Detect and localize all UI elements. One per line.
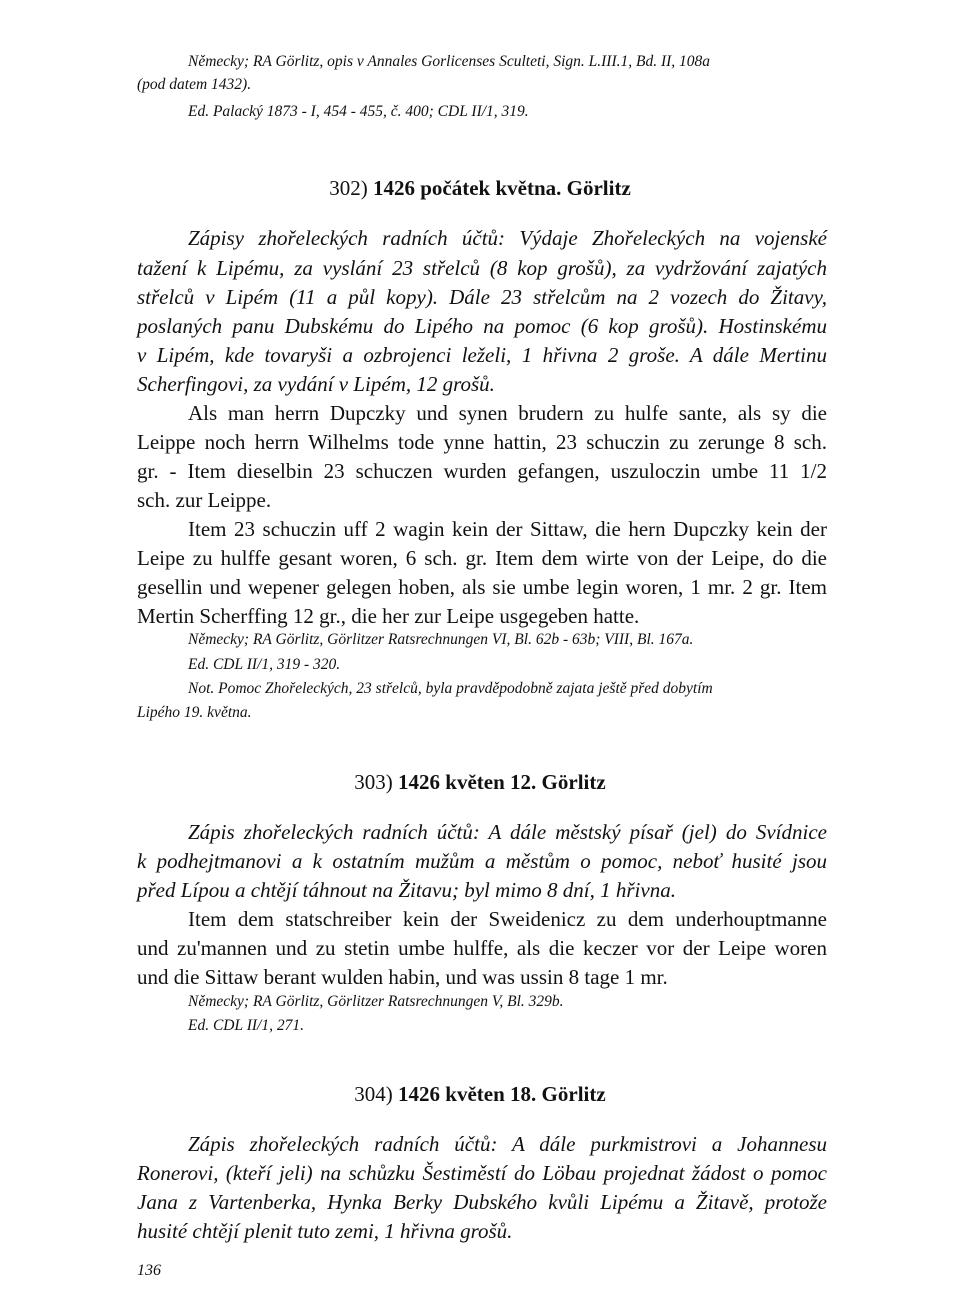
- german-text-line: Leipe zu hulffe gesant woren, 6 sch. gr. Item dem wirte von der Leipe, do die: [137, 546, 827, 570]
- source-note-line: Lipého 19. května.: [137, 704, 252, 721]
- german-text-line: gr. - Item dieselbin 23 schuczen wurden gefangen, uszuloczin umbe 11 1/2: [137, 459, 827, 483]
- entry-heading: [0, 768, 960, 796]
- entry-number: 303): [354, 770, 393, 794]
- german-text-line: Item dem statschreiber kein der Sweidenicz zu dem underhouptmanne: [188, 907, 827, 931]
- top-note-line: Ed. Palacký 1873 - I, 454 - 455, č. 400; CDL II/1, 319.: [188, 103, 529, 120]
- entry-number: 304): [354, 1082, 393, 1106]
- entry-date-place: 1426 květen 12. Görlitz: [398, 770, 606, 794]
- source-note-line: Ed. CDL II/1, 271.: [188, 1017, 304, 1034]
- czech-summary-line: v Lipém, kde tovaryši a ozbrojenci leželi, 1 hřivna 2 groše. A dále Mertinu: [137, 343, 827, 367]
- entry-heading: [0, 1080, 960, 1108]
- german-text-line: Als man herrn Dupczky und synen brudern zu hulfe sante, als sy die: [188, 401, 827, 425]
- german-text-line: Mertin Scherffing 12 gr., die her zur Leipe usgegeben hatte.: [137, 604, 640, 628]
- top-note-line: Německy; RA Görlitz, opis v Annales Gorlicenses Sculteti, Sign. L.III.1, Bd. II, 108a: [188, 53, 711, 70]
- entry-date-place: 1426 květen 18. Görlitz: [398, 1082, 606, 1106]
- czech-summary-line: husité chtějí plenit tuto zemi, 1 hřivna grošů.: [137, 1219, 513, 1243]
- czech-summary-line: Jana z Vartenberka, Hynka Berky Dubského kvůli Lipému a Žitavě, protože: [137, 1190, 827, 1214]
- german-text-line: sch. zur Leippe.: [137, 488, 272, 512]
- top-note-line: (pod datem 1432).: [137, 76, 252, 93]
- source-note-line: Ed. CDL II/1, 319 - 320.: [188, 656, 341, 673]
- german-text-line: und zu'mannen und zu stetin umbe hulffe, als die keczer vor der Leipe woren: [137, 936, 827, 960]
- czech-summary-line: Ronerovi, (kteří jeli) na schůzku Šestiměstí do Löbau projednat žádost o pomoc: [137, 1161, 827, 1185]
- german-text-line: und die Sittaw berant wulden habin, und was ussin 8 tage 1 mr.: [137, 965, 668, 989]
- german-text-line: gesellin und wepener gelegen hoben, als sie umbe legin woren, 1 mr. 2 gr. Item: [137, 575, 827, 599]
- source-note-line: Not. Pomoc Zhořeleckých, 23 střelců, byla pravděpodobně zajata ještě před dobytím: [188, 680, 713, 697]
- czech-summary-line: Scherfingovi, za vydání v Lipém, 12 grošů.: [137, 372, 495, 396]
- entry-date-place: 1426 počátek května. Görlitz: [372, 176, 631, 200]
- german-text-line: Leippe noch herrn Wilhelms tode ynne hattin, 23 schuczin zu zerunge 8 sch.: [137, 430, 827, 454]
- source-note-line: Německy; RA Görlitz, Görlitzer Ratsrechnungen VI, Bl. 62b - 63b; VIII, Bl. 167a.: [188, 631, 694, 648]
- czech-summary-line: Zápis zhořeleckých radních účtů: A dále purkmistrovi a Johannesu: [188, 1132, 827, 1156]
- czech-summary-line: poslaných panu Dubskému do Lipého na pomoc (6 kop grošů). Hostinskému: [137, 314, 827, 338]
- page-number: 136: [137, 1262, 161, 1279]
- czech-summary-line: tažení k Lipému, za vyslání 23 střelců (8 kop grošů), za vydržování zajatých: [137, 256, 827, 280]
- czech-summary-line: před Lípou a chtějí táhnout na Žitavu; byl mimo 8 dní, 1 hřivna.: [137, 878, 676, 902]
- entry-number: 302): [329, 176, 368, 200]
- czech-summary-line: k podhejtmanovi a k ostatním mužům a městům o pomoc, neboť husité jsou: [137, 849, 827, 873]
- czech-summary-line: střelců v Lipém (11 a půl kopy). Dále 23 střelcům na 2 vozech do Žitavy,: [137, 285, 827, 309]
- czech-summary-line: Zápisy zhořeleckých radních účtů: Výdaje Zhořeleckých na vojenské: [188, 226, 827, 250]
- entry-heading: [0, 174, 960, 202]
- german-text-line: Item 23 schuczin uff 2 wagin kein der Sittaw, die hern Dupczky kein der: [188, 517, 827, 541]
- source-note-line: Německy; RA Görlitz, Görlitzer Ratsrechnungen V, Bl. 329b.: [188, 993, 564, 1010]
- czech-summary-line: Zápis zhořeleckých radních účtů: A dále městský písař (jel) do Svídnice: [188, 820, 827, 844]
